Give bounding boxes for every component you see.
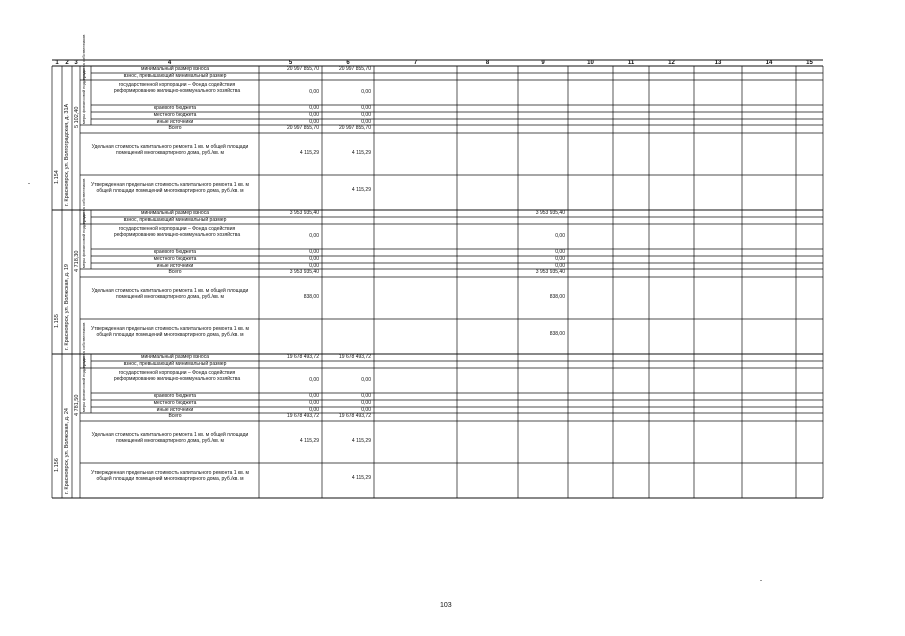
value-fund: 0,00 <box>361 89 371 95</box>
value-fund: 0,00 <box>309 233 319 239</box>
column-header: 13 <box>714 60 722 66</box>
column-header: 11 <box>627 60 635 66</box>
page-number: 103 <box>440 602 452 609</box>
regional-budget-label: краевого бюджета <box>153 393 197 399</box>
value-regional: 0,00 <box>309 105 319 111</box>
value-local: 0,00 <box>309 256 319 262</box>
fund-label: государственной корпорации – Фонда содействия реформированию жилищно-коммунального хозяйства <box>113 82 241 94</box>
over-min-label: взнос, превышающий минимальный размер <box>123 73 227 79</box>
value-approved: 838,00 <box>549 331 565 337</box>
owner-funds-label: средства собственников <box>81 178 86 224</box>
unit-cost-label: Удельная стоимость капитального ремонта 1 кв. м общей площади помещений многоквартирного дома, руб./кв. м <box>91 432 249 444</box>
value-total: 19 678 493,72 <box>339 413 371 419</box>
column-header: 8 <box>485 60 490 66</box>
financial-support-label: меры финансовой поддержки <box>81 68 86 124</box>
owner-funds-label: средства собственников <box>81 34 86 80</box>
value-fund: 0,00 <box>309 377 319 383</box>
address-label: г. Красноярск, ул. Волжская, д. 24 <box>64 408 70 494</box>
column-header: 9 <box>541 60 545 66</box>
other-sources-label: иные источники <box>156 406 194 413</box>
fund-label: государственной корпорации – Фонда содействия реформированию жилищно-коммунального хозяйства <box>113 370 241 382</box>
scan-speck <box>760 580 762 581</box>
value-unit: 838,00 <box>549 294 565 300</box>
area-label: 4 718,30 <box>74 250 80 272</box>
owner-funds-label: средства собственников <box>81 322 86 368</box>
column-header: 7 <box>413 60 418 66</box>
value-total: 3 953 935,40 <box>289 269 319 275</box>
area-label: 4 781,50 <box>74 394 80 416</box>
row-number: 1.156 <box>54 458 60 472</box>
local-budget-label: местного бюджета <box>153 256 197 262</box>
value-unit: 838,00 <box>303 294 319 300</box>
value-other: 0,00 <box>309 118 319 125</box>
unit-cost-label: Удельная стоимость капитального ремонта 1 кв. м общей площади помещений многоквартирного дома, руб./кв. м <box>91 288 249 300</box>
value-min: 20 997 855,70 <box>287 66 319 72</box>
over-min-label: взнос, превышающий минимальный размер <box>123 361 227 367</box>
value-regional: 0,00 <box>361 393 371 399</box>
value-unit: 4 115,29 <box>351 438 371 444</box>
column-header: 12 <box>668 60 675 66</box>
approved-max-label: Утвержденная предельная стоимость капитального ремонта 1 кв. м общей площади помещений многоквартирного дома, руб./кв. м <box>91 326 249 338</box>
column-header: 1 <box>55 60 59 66</box>
total-label: Всего <box>168 413 182 419</box>
unit-cost-label: Удельная стоимость капитального ремонта 1 кв. м общей площади помещений многоквартирного дома, руб./кв. м <box>91 144 249 156</box>
value-local: 0,00 <box>361 400 371 406</box>
value-unit: 4 115,29 <box>299 150 319 156</box>
value-total: 19 678 493,72 <box>287 413 319 419</box>
value-min: 3 953 935,40 <box>535 210 565 216</box>
value-unit: 4 115,29 <box>299 438 319 444</box>
address-label: г. Красноярск, ул. Волгоградская, д. 31А <box>64 103 70 206</box>
column-header: 15 <box>806 60 813 66</box>
value-min: 20 997 855,70 <box>339 66 371 72</box>
value-local: 0,00 <box>361 112 371 118</box>
value-fund: 0,00 <box>309 89 319 95</box>
value-fund: 0,00 <box>361 377 371 383</box>
value-approved: 4 115,29 <box>351 187 371 193</box>
column-header: 10 <box>587 60 594 66</box>
regional-budget-label: краевого бюджета <box>153 105 197 111</box>
min-contribution-label: минимальный размер взноса <box>141 66 209 72</box>
value-local: 0,00 <box>309 112 319 118</box>
value-regional: 0,00 <box>309 393 319 399</box>
column-header: 3 <box>74 60 78 66</box>
row-number: 1.154 <box>54 170 60 184</box>
value-other: 0,00 <box>361 118 371 125</box>
approved-max-label: Утвержденная предельная стоимость капитального ремонта 1 кв. м общей площади помещений многоквартирного дома, руб./кв. м <box>91 470 249 482</box>
financial-support-label: меры финансовой поддержки <box>81 356 86 412</box>
column-header: 14 <box>765 60 773 66</box>
column-header: 4 <box>167 60 172 66</box>
value-min: 19 678 493,72 <box>339 354 371 360</box>
value-fund: 0,00 <box>555 233 565 239</box>
value-regional: 0,00 <box>361 105 371 111</box>
value-other: 0,00 <box>361 406 371 413</box>
row-number: 1.155 <box>54 314 60 328</box>
value-other: 0,00 <box>555 262 565 269</box>
value-total: 3 953 935,40 <box>535 269 565 275</box>
value-min: 3 953 935,40 <box>289 210 319 216</box>
value-total: 20 997 855,70 <box>339 125 371 131</box>
over-min-label: взнос, превышающий минимальный размер <box>123 217 227 223</box>
min-contribution-label: минимальный размер взноса <box>141 210 209 216</box>
address-label: г. Красноярск, ул. Волжская, д. 19 <box>64 264 70 350</box>
local-budget-label: местного бюджета <box>153 400 197 406</box>
min-contribution-label: минимальный размер взноса <box>141 354 209 360</box>
fund-label: государственной корпорации – Фонда содействия реформированию жилищно-коммунального хозяйства <box>113 226 241 238</box>
regional-budget-label: краевого бюджета <box>153 249 197 255</box>
value-other: 0,00 <box>309 262 319 269</box>
value-min: 19 678 493,72 <box>287 354 319 360</box>
column-header: 2 <box>65 60 69 66</box>
capital-repair-table <box>52 34 823 504</box>
approved-max-label: Утвержденная предельная стоимость капитального ремонта 1 кв. м общей площади помещений многоквартирного дома, руб./кв. м <box>91 182 249 194</box>
total-label: Всего <box>168 269 182 275</box>
value-total: 20 997 855,70 <box>287 125 319 131</box>
other-sources-label: иные источники <box>156 118 194 125</box>
area-label: 5 102,40 <box>74 106 80 128</box>
value-unit: 4 115,29 <box>351 150 371 156</box>
column-header: 6 <box>346 60 350 66</box>
value-regional: 0,00 <box>309 249 319 255</box>
column-header: 5 <box>288 60 293 66</box>
total-label: Всего <box>168 125 182 131</box>
value-local: 0,00 <box>309 400 319 406</box>
other-sources-label: иные источники <box>156 262 194 269</box>
scan-speck <box>28 183 30 184</box>
value-local: 0,00 <box>555 256 565 262</box>
local-budget-label: местного бюджета <box>153 112 197 118</box>
value-regional: 0,00 <box>555 249 565 255</box>
financial-support-label: меры финансовой поддержки <box>81 212 86 268</box>
value-other: 0,00 <box>309 406 319 413</box>
value-approved: 4 115,29 <box>351 475 371 481</box>
